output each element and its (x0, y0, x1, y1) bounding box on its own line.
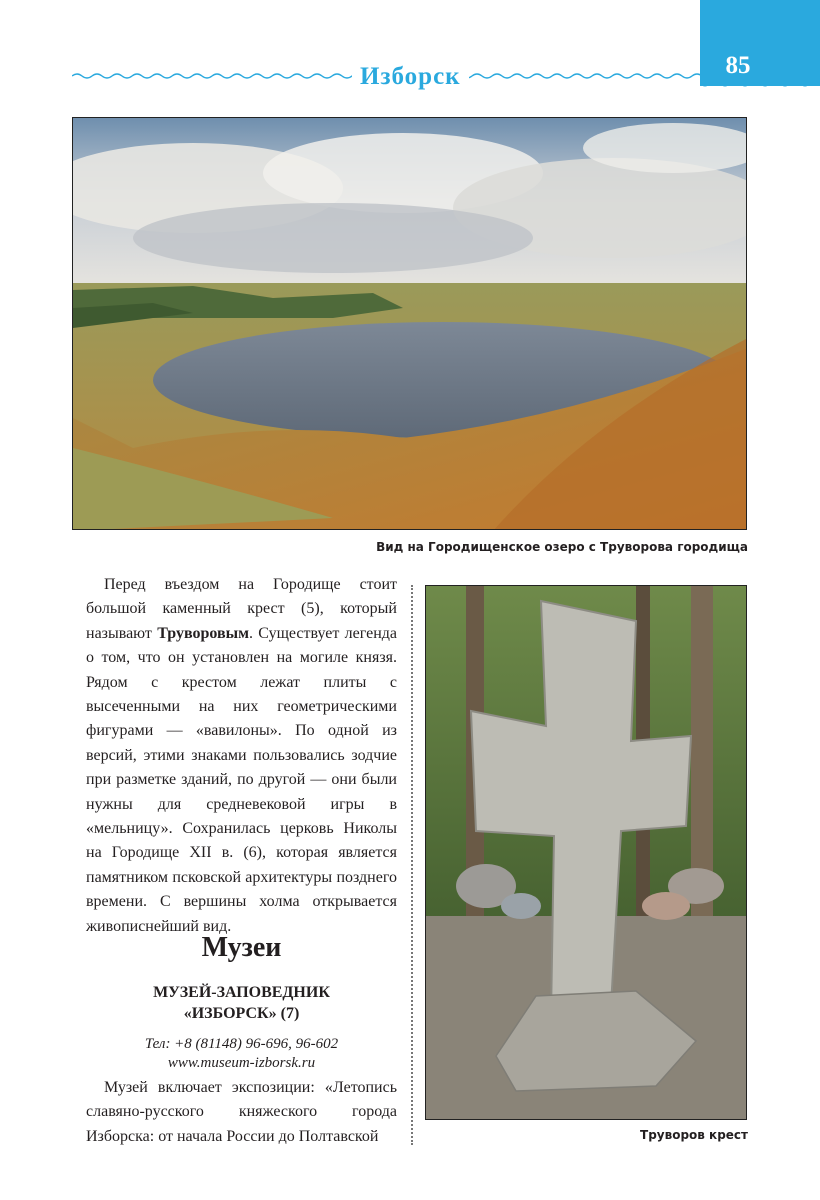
lake-photo-caption: Вид на Городищенское озеро с Труворова городища (376, 540, 748, 554)
page-number: 85 (725, 52, 751, 79)
paragraph-text: . Существует легенда о том, что он установлен на могиле князя. Рядом с крестом лежат плиты с высеченными на них геометрическими фигурами — «вавилоны». По одной из версий, этими знаками пользовались зодчие при разметке зданий, по другой — они были нужны для средневековой игры в «мельницу». Сохранилась церковь Николы на Городище XII в. (6), которая является памятником псковской архитектуры позднего времени. С вершины холма открывается живописнейший вид. (86, 624, 397, 935)
tab-wave-edge (700, 80, 820, 90)
cross-photo-caption: Труворов крест (640, 1128, 748, 1142)
museum-contacts (86, 1035, 397, 1073)
column-divider (411, 585, 413, 1145)
museum-description: Музей включает экспозиции: «Летопись славяно-русского княжеского города Изборска: от начала России до Полтавской (86, 1079, 397, 1145)
section-title: Изборск (352, 63, 469, 91)
museum-phone: Тел: +8 (81148) 96-696, 96-602 (144, 1036, 339, 1052)
lake-photo (72, 117, 747, 530)
museums-heading: Музеи (201, 932, 282, 963)
paragraph-text: Перед въездом на Городище стоит большой каменный крест (5), который называют (86, 576, 397, 642)
museum-name-line: «ИЗБОРСК» (7) (183, 1005, 300, 1022)
museum-website: www.museum-izborsk.ru (167, 1055, 316, 1071)
museum-description-column (86, 1076, 397, 1149)
bold-term: Труворовым (157, 624, 250, 642)
museum-name (86, 982, 397, 1024)
cross-photo (425, 585, 747, 1120)
body-text-column (86, 573, 397, 939)
paragraph-trubor-cross (86, 573, 397, 939)
museum-name-line: МУЗЕЙ-ЗАПОВЕДНИК (153, 984, 330, 1001)
